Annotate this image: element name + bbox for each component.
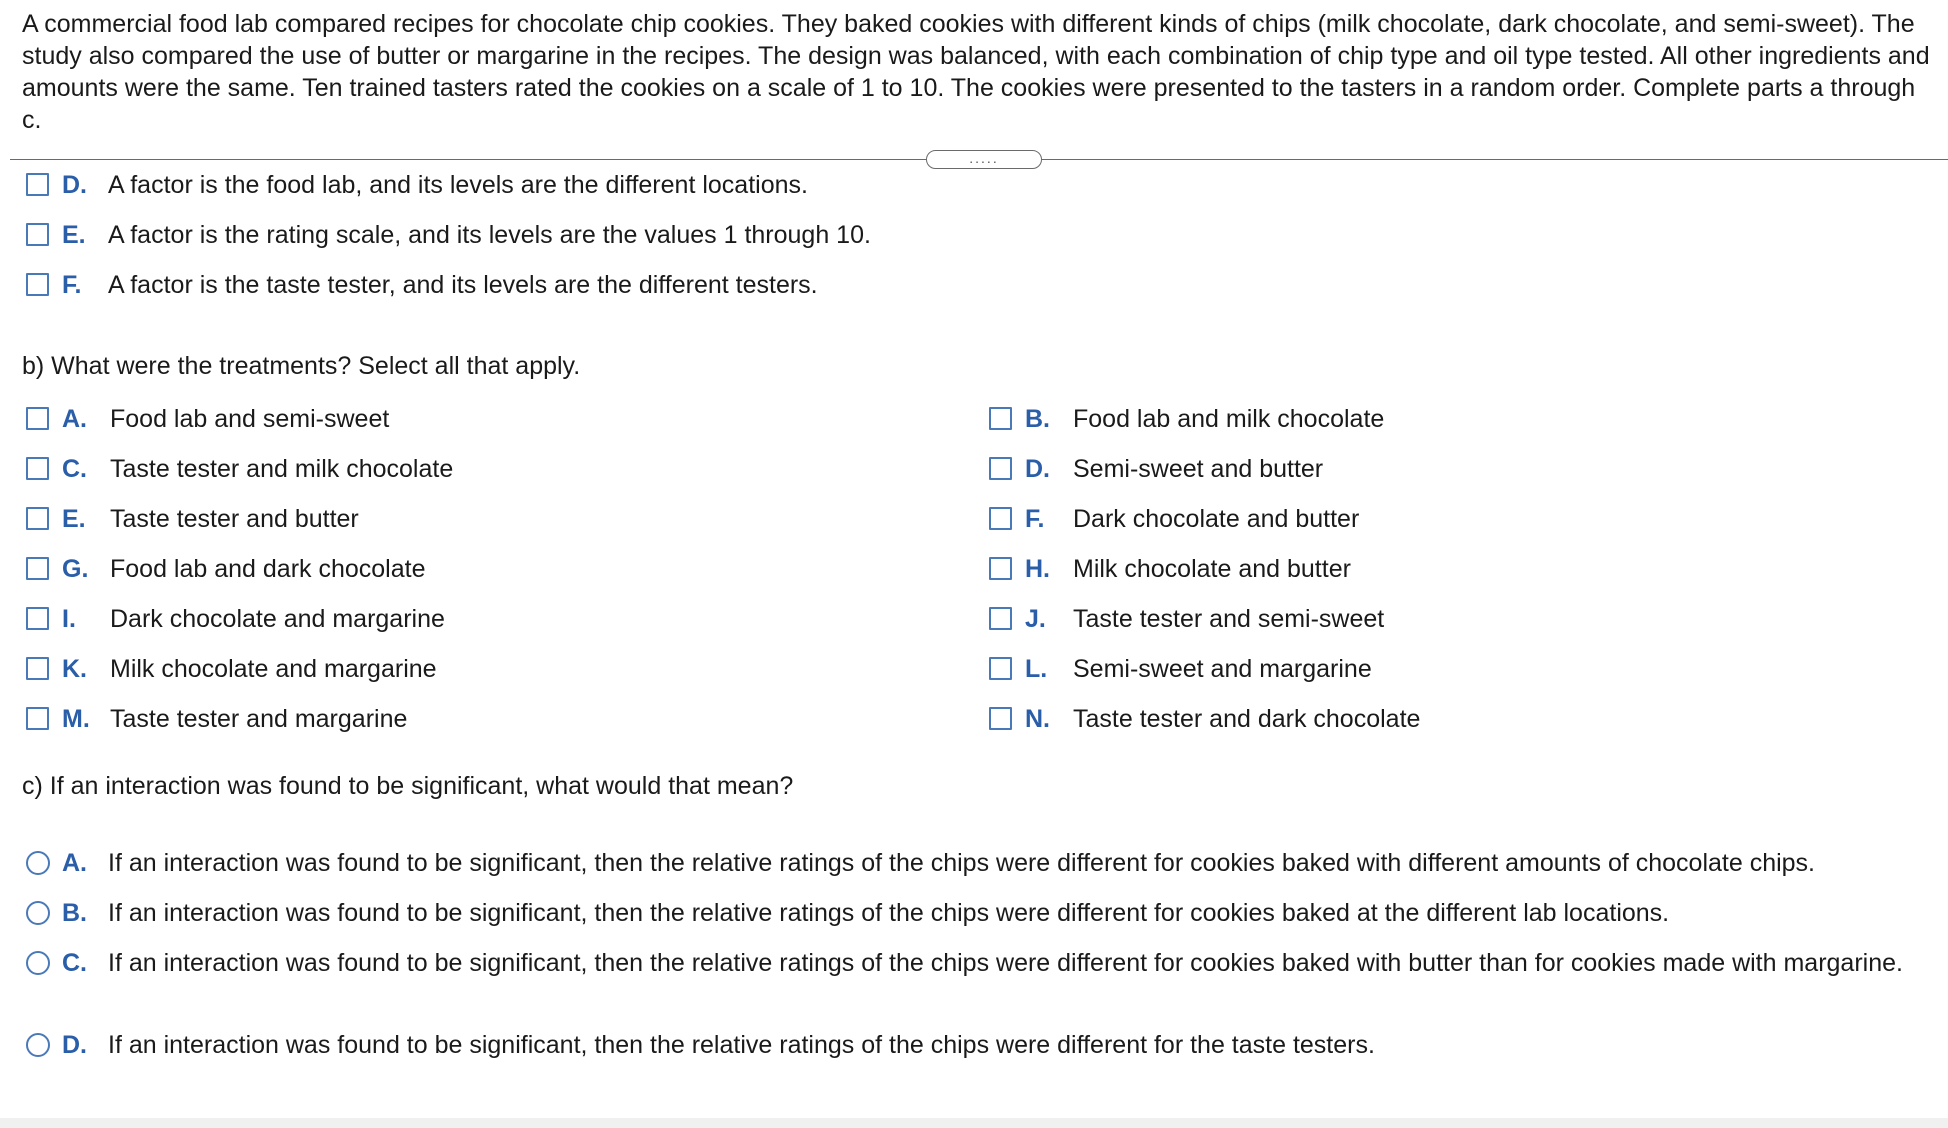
part-b-option-m[interactable]	[26, 703, 407, 735]
radio-button[interactable]	[26, 901, 50, 925]
part-b-option-h[interactable]	[989, 553, 1351, 585]
part-c-question: c) If an interaction was found to be significant, what would that mean?	[22, 772, 794, 800]
option-text: If an interaction was found to be significant, then the relative ratings of the chips were different for cookies baked with butter than for cookies made with margarine.	[108, 949, 1903, 977]
option-letter: M.	[62, 705, 90, 733]
part-b-option-c[interactable]	[26, 453, 453, 485]
checkbox[interactable]	[26, 173, 49, 196]
option-letter: C.	[62, 949, 87, 977]
option-letter: N.	[1025, 705, 1050, 733]
part-b-option-g[interactable]	[26, 553, 426, 585]
part-c-option-d[interactable]	[26, 1029, 1375, 1061]
checkbox[interactable]	[989, 707, 1012, 730]
part-b-option-j[interactable]	[989, 603, 1384, 635]
part-b-option-k[interactable]	[26, 653, 437, 685]
option-letter: G.	[62, 555, 89, 583]
part-a-option-e[interactable]	[26, 219, 871, 251]
part-a-option-f[interactable]	[26, 269, 818, 301]
option-text: A factor is the food lab, and its levels are the different locations.	[108, 171, 808, 199]
option-text: Food lab and semi-sweet	[110, 405, 390, 433]
option-text: Dark chocolate and butter	[1073, 505, 1360, 533]
expand-button[interactable]: .....	[926, 150, 1042, 169]
option-text: If an interaction was found to be significant, then the relative ratings of the chips were different for cookies baked at the different lab locations.	[108, 899, 1670, 927]
option-letter: B.	[1025, 405, 1050, 433]
part-b-question: b) What were the treatments? Select all that apply.	[22, 352, 581, 380]
option-letter: F.	[62, 271, 82, 299]
option-text: Taste tester and dark chocolate	[1073, 705, 1421, 733]
checkbox[interactable]	[26, 457, 49, 480]
option-letter: D.	[62, 1031, 87, 1059]
option-letter: J.	[1025, 605, 1046, 633]
option-text: Taste tester and milk chocolate	[110, 455, 454, 483]
option-text: Semi-sweet and margarine	[1073, 655, 1372, 683]
part-c-option-b[interactable]	[26, 897, 1669, 929]
option-text: Taste tester and margarine	[110, 705, 408, 733]
option-letter: A.	[62, 405, 87, 433]
option-text: A factor is the taste tester, and its levels are the different testers.	[108, 271, 818, 299]
part-b-option-e[interactable]	[26, 503, 359, 535]
option-letter: D.	[1025, 455, 1050, 483]
part-b-option-a[interactable]	[26, 403, 389, 435]
option-text: Milk chocolate and margarine	[110, 655, 437, 683]
part-b-option-d[interactable]	[989, 453, 1323, 485]
checkbox[interactable]	[26, 557, 49, 580]
option-letter: L.	[1025, 655, 1048, 683]
option-letter: I.	[62, 605, 76, 633]
checkbox[interactable]	[26, 607, 49, 630]
radio-button[interactable]	[26, 1033, 50, 1057]
option-text: If an interaction was found to be significant, then the relative ratings of the chips were different for the taste testers.	[108, 1031, 1375, 1059]
option-letter: F.	[1025, 505, 1045, 533]
option-letter: A.	[62, 849, 87, 877]
option-letter: E.	[62, 505, 86, 533]
option-text: A factor is the rating scale, and its levels are the values 1 through 10.	[108, 221, 871, 249]
checkbox[interactable]	[989, 407, 1012, 430]
option-text: Dark chocolate and margarine	[110, 605, 445, 633]
option-letter: K.	[62, 655, 87, 683]
part-a-option-d[interactable]	[26, 169, 808, 201]
option-text: Food lab and dark chocolate	[110, 555, 426, 583]
part-c-option-a[interactable]	[26, 847, 1815, 879]
part-c-option-c[interactable]	[26, 947, 1908, 979]
checkbox[interactable]	[989, 507, 1012, 530]
checkbox[interactable]	[26, 657, 49, 680]
part-b-option-l[interactable]	[989, 653, 1372, 685]
option-letter: H.	[1025, 555, 1050, 583]
problem-statement: A commercial food lab compared recipes for chocolate chip cookies. They baked cookies with different kinds of chips (milk chocolate, dark chocolate, and semi-sweet). The study also compared the use of butter or margarine in the recipes. The design was balanced, with each combination of chip type and oil type tested. All other ingredients and amounts were the same. Ten trained tasters rated the cookies on a scale of 1 to 10. The cookies were presented to the tasters in a random order. Complete parts a through c.	[22, 10, 1930, 134]
checkbox[interactable]	[26, 223, 49, 246]
checkbox[interactable]	[26, 273, 49, 296]
checkbox[interactable]	[26, 407, 49, 430]
part-b-option-f[interactable]	[989, 503, 1359, 535]
checkbox[interactable]	[989, 657, 1012, 680]
option-letter: B.	[62, 899, 87, 927]
checkbox[interactable]	[989, 457, 1012, 480]
radio-button[interactable]	[26, 951, 50, 975]
option-text: Taste tester and butter	[110, 505, 359, 533]
option-text: Semi-sweet and butter	[1073, 455, 1324, 483]
part-b-option-n[interactable]	[989, 703, 1420, 735]
footer-bar	[0, 1118, 1948, 1128]
part-b-option-i[interactable]	[26, 603, 445, 635]
checkbox[interactable]	[26, 707, 49, 730]
option-text: Milk chocolate and butter	[1073, 555, 1351, 583]
part-b-option-b[interactable]	[989, 403, 1384, 435]
option-text: Food lab and milk chocolate	[1073, 405, 1385, 433]
option-letter: E.	[62, 221, 86, 249]
radio-button[interactable]	[26, 851, 50, 875]
checkbox[interactable]	[989, 607, 1012, 630]
checkbox[interactable]	[26, 507, 49, 530]
option-text: Taste tester and semi-sweet	[1073, 605, 1385, 633]
option-letter: D.	[62, 171, 87, 199]
option-letter: C.	[62, 455, 87, 483]
checkbox[interactable]	[989, 557, 1012, 580]
option-text: If an interaction was found to be significant, then the relative ratings of the chips were different for cookies baked with different amounts of chocolate chips.	[108, 849, 1816, 877]
